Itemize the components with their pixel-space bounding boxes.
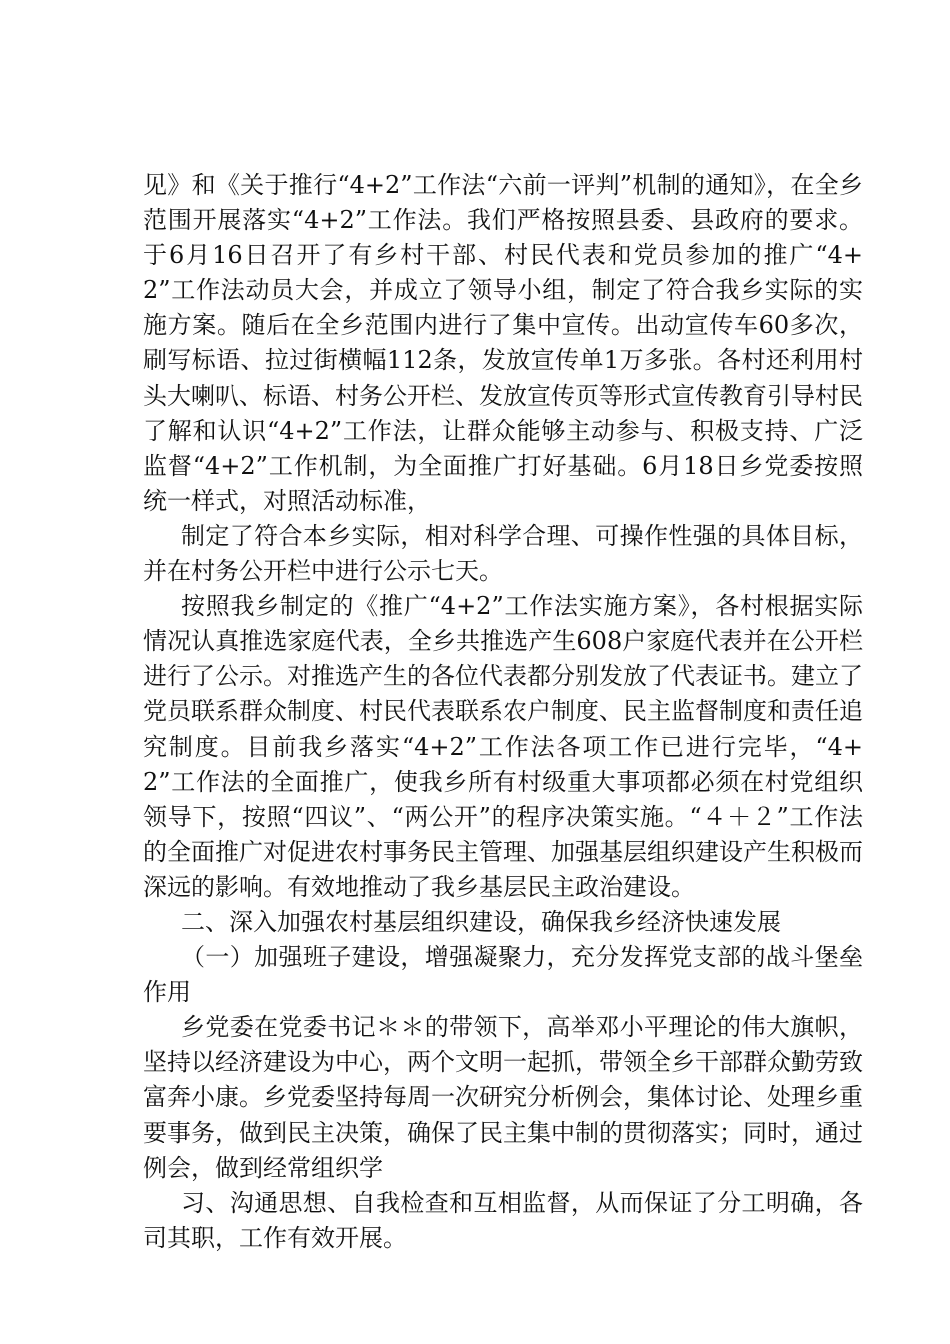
paragraph-division-of-work: 习、沟通思想、自我检查和互相监督，从而保证了分工明确，各司其职，工作有效开展。 <box>143 1188 863 1252</box>
paragraph-implementation: 按照我乡制定的《推广“4+2”工作法实施方案》，各村根据实际情况认真推选家庭代表，全乡共推选产生608户家庭代表并在公开栏进行了公示。对推选产生的各位代表都分别发放了代表证书。建立了党员联系群众制度、村民代表联系农户制度、民主监督制度和责任追究制度。目前我乡落实“4+2”工作法各项工作已进行完毕，“4+2”工作法的全面推广，使我乡所有村级重大事项都必须在村党组织领导下，按照“四议”、“两公开”的程序决策实施。“４＋２”工作法的全面推广对促进农村事务民主管理、加强基层组织建设产生积极而深远的影响。有效地推动了我乡基层民主政治建设。 <box>143 592 863 901</box>
document-body <box>143 168 863 1256</box>
section-heading-2: 二、深入加强农村基层组织建设，确保我乡经济快速发展 <box>181 907 781 936</box>
subsection-heading-1: （一）加强班子建设，增强凝聚力，充分发挥党支部的战斗堡垒作用 <box>143 943 863 1007</box>
paragraph-party-committee: 乡党委在党委书记＊＊的带领下，高举邓小平理论的伟大旗帜，坚持以经济建设为中心，两个文明一起抓，带领全乡干部群众勤劳致富奔小康。乡党委坚持每周一次研究分析例会，集体讨论、处理乡重要事务，做到民主决策，确保了民主集中制的贯彻落实；同时，通过例会，做到经常组织学 <box>143 1013 863 1182</box>
paragraph-campaign-launch: 见》和《关于推行“4+2”工作法“六前一评判”机制的通知》，在全乡范围开展落实“4+2”工作法。我们严格按照县委、县政府的要求。于6月16日召开了有乡村干部、村民代表和党员参加的推广“4+2”工作法动员大会，并成立了领导小组，制定了符合我乡实际的实施方案。随后在全乡范围内进行了集中宣传。出动宣传车60多次，刷写标语、拉过街横幅112条，发放宣传单1万多张。各村还利用村头大喇叭、标语、村务公开栏、发放宣传页等形式宣传教育引导村民了解和认识“4+2”工作法，让群众能够主动参与、积极支持、广泛监督“4+2”工作机制，为全面推广打好基础。6月18日乡党委按照统一样式，对照活动标准， <box>143 171 863 515</box>
paragraph-target-setting: 制定了符合本乡实际，相对科学合理、可操作性强的具体目标，并在村务公开栏中进行公示七天。 <box>143 521 863 586</box>
